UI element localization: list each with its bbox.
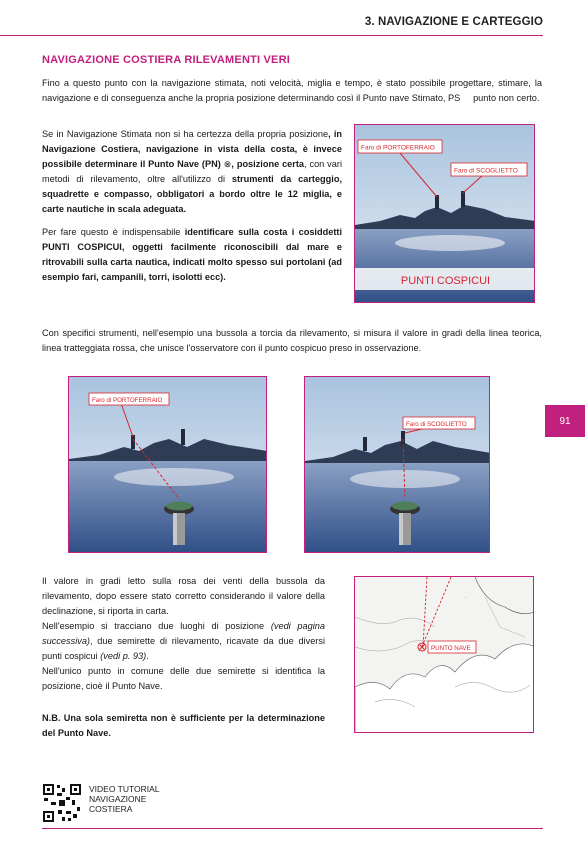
paragraph-punti-cospicui <box>42 225 342 285</box>
compass-paragraph: Con specifici strumenti, nell'esempio una bussola a torcia da rilevamento, si misura il valore in gradi della linea teorica, linea tratteggiata rossa, che unisce l'osservatore con il punto cospicuo preso in osservazione. <box>42 328 542 353</box>
video-tutorial-caption <box>89 784 160 814</box>
compass-photo <box>305 377 490 553</box>
svg-text:·: · <box>465 595 467 601</box>
footer-rule <box>42 828 543 829</box>
paragraph-posizione <box>42 127 342 217</box>
text-run: , con vari metodi di rilevamento, oltre all'utilizzo di <box>42 159 342 184</box>
section-title: NAVIGAZIONE COSTIERA RILEVAMENTI VERI <box>42 54 290 66</box>
paragraph-rosa-venti: Il valore in gradi letto sulla rosa dei venti della bussola da rilevamento, dopo essere stato corretto considerando il valore della declinazione, si riporta in carta. <box>42 576 325 616</box>
nb-note: N.B. Una sola semiretta non è sufficiente per la determinazione del Punto Nave. <box>42 713 325 738</box>
coast-photo <box>355 125 535 303</box>
paragraph-punto-nave: Nell'unico punto in comune delle due semirette si identifica la posizione, cioè il Punto Nave. <box>42 666 325 691</box>
text-run: . <box>146 651 149 661</box>
intro-text: Fino a questo punto con la navigazione stimata, noti velocità, miglia e tempo, è stato possibile progettare, stimare, la navigazione e di conseguenza anche la propria posizione determinando così il Punto nave Stimato, PS <box>42 78 542 103</box>
punto-nave-label: PUNTO NAVE <box>431 645 471 652</box>
video-line-3: COSTIERA <box>89 804 133 814</box>
text-run: Se in Navigazione Stimata non si ha certezza della propria posizione <box>42 129 329 139</box>
bold-run: , in Navigazione Costiera, navigazione in vista della costa, è invece possibile determinare il Punto Nave (PN) <box>42 129 343 169</box>
text-column-bottom <box>42 574 325 694</box>
bold-run: strumenti da carteggio, squadrette e compasso, obbligatori a bordo oltre le 12 miglia, e carte nautiche in scala adeguata. <box>42 174 343 214</box>
bold-run: identificare sulla costa i cosiddetti PUNTI COSPICUI, oggetti facilmente riconoscibili dal mare e ritrovabili sulla carta nautica, indicati molto spesso sui portolani (ad esempio fari, campanili, torri, isolotti ecc). <box>42 227 342 282</box>
compass-photo <box>69 377 267 553</box>
bold-run: , posizione certa <box>231 159 305 169</box>
italic-run: (vedi p. 93) <box>100 651 147 661</box>
punto-nave-symbol-icon: ⊗ <box>223 159 232 169</box>
text-run: Per fare questo è indispensabile <box>42 227 185 237</box>
chart-drawing <box>355 577 534 733</box>
bearing-scoglietto-image <box>304 376 490 553</box>
text-run: , due semirette di rilevamento, ricavate da due diversi punti cospicui <box>42 636 325 661</box>
video-line-2: NAVIGAZIONE <box>89 794 147 804</box>
header-rule <box>0 35 543 36</box>
video-line-1: VIDEO TUTORIAL <box>89 784 160 794</box>
faro-scoglietto-label: Faro di SCOGLIETTO <box>454 167 518 175</box>
text-column-top <box>42 127 342 293</box>
text-run: Nell'esempio si tracciano due luoghi di posizione <box>42 621 271 631</box>
nautical-chart-image <box>354 576 534 733</box>
bearing-portoferraio-image <box>68 376 267 553</box>
punti-cospicui-image <box>354 124 535 303</box>
paragraph-semirette <box>42 619 325 664</box>
italic-run: (vedi pagina successiva) <box>42 621 325 646</box>
page-number-tab: 91 <box>545 405 585 437</box>
faro-portoferraio-label: Faro di PORTOFERRAIO <box>361 144 435 152</box>
qr-code-icon[interactable] <box>42 783 82 823</box>
chapter-title: 3. NAVIGAZIONE E CARTEGGIO <box>364 16 543 28</box>
intro-text-end: punto non certo. <box>470 93 540 103</box>
faro-scoglietto-label: Faro di SCOGLIETTO <box>406 421 467 428</box>
intro-paragraph <box>42 76 542 106</box>
faro-portoferraio-label: Faro di PORTOFERRAIO <box>92 397 163 404</box>
ps-symbol <box>460 93 470 103</box>
punti-cospicui-caption: PUNTI COSPICUI <box>400 275 491 287</box>
